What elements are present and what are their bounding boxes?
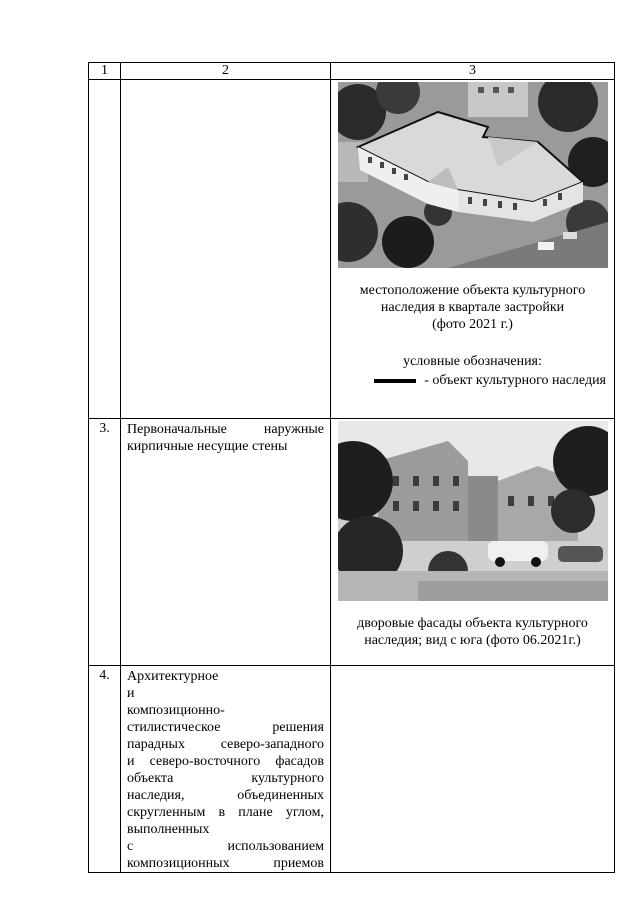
legend-label: - объект культурного наследия bbox=[424, 373, 606, 388]
aerial-photo-icon bbox=[338, 82, 608, 268]
desc-line: композиционных приемов bbox=[127, 856, 324, 871]
desc-line: парадных северо-западного bbox=[127, 737, 324, 752]
table-row bbox=[89, 80, 615, 419]
caption-line: местоположение объекта культурного bbox=[359, 283, 586, 298]
heritage-table bbox=[88, 62, 615, 873]
desc-line: выполненных bbox=[127, 822, 210, 837]
legend-title: условные обозначения: bbox=[403, 354, 542, 369]
desc-line: Первоначальные наружные bbox=[127, 422, 324, 437]
desc-line: Архитектурное bbox=[127, 669, 219, 684]
table-row bbox=[89, 419, 615, 666]
row-description bbox=[121, 419, 331, 666]
desc-line: кирпичные несущие стены bbox=[127, 439, 288, 454]
row-description bbox=[121, 80, 331, 419]
desc-line: с использованием bbox=[127, 839, 324, 854]
table-row bbox=[89, 666, 615, 873]
row-number: 4. bbox=[89, 666, 121, 873]
courtyard-photo-icon bbox=[338, 421, 608, 601]
table-header-row bbox=[89, 63, 615, 80]
caption-line: наследия; вид с юга (фото 06.2021г.) bbox=[364, 633, 581, 648]
desc-line: скругленным в плане углом, bbox=[127, 805, 324, 820]
row-image-cell bbox=[331, 419, 615, 666]
desc-line: стилистическое решения bbox=[127, 720, 324, 735]
legend-line-icon bbox=[374, 379, 416, 383]
caption-line: (фото 2021 г.) bbox=[432, 317, 513, 332]
caption-line: дворовые фасады объекта культурного bbox=[357, 616, 588, 631]
legend-row bbox=[331, 373, 614, 389]
desc-line: объекта культурного bbox=[127, 771, 324, 786]
row-image-cell bbox=[331, 80, 615, 419]
row-number: 3. bbox=[89, 419, 121, 666]
desc-line: и северо-восточного фасадов bbox=[127, 754, 324, 769]
row-description bbox=[121, 666, 331, 873]
header-col-2: 2 bbox=[121, 63, 331, 80]
photo-caption bbox=[331, 282, 614, 333]
photo-caption bbox=[331, 615, 614, 649]
row-number bbox=[89, 80, 121, 419]
desc-line: наследия, объединенных bbox=[127, 788, 324, 803]
header-col-3: 3 bbox=[331, 63, 615, 80]
caption-line: наследия в квартале застройки bbox=[380, 300, 565, 315]
row-image-cell bbox=[331, 666, 615, 873]
header-col-1: 1 bbox=[89, 63, 121, 80]
desc-line: и композиционно- bbox=[127, 686, 225, 718]
